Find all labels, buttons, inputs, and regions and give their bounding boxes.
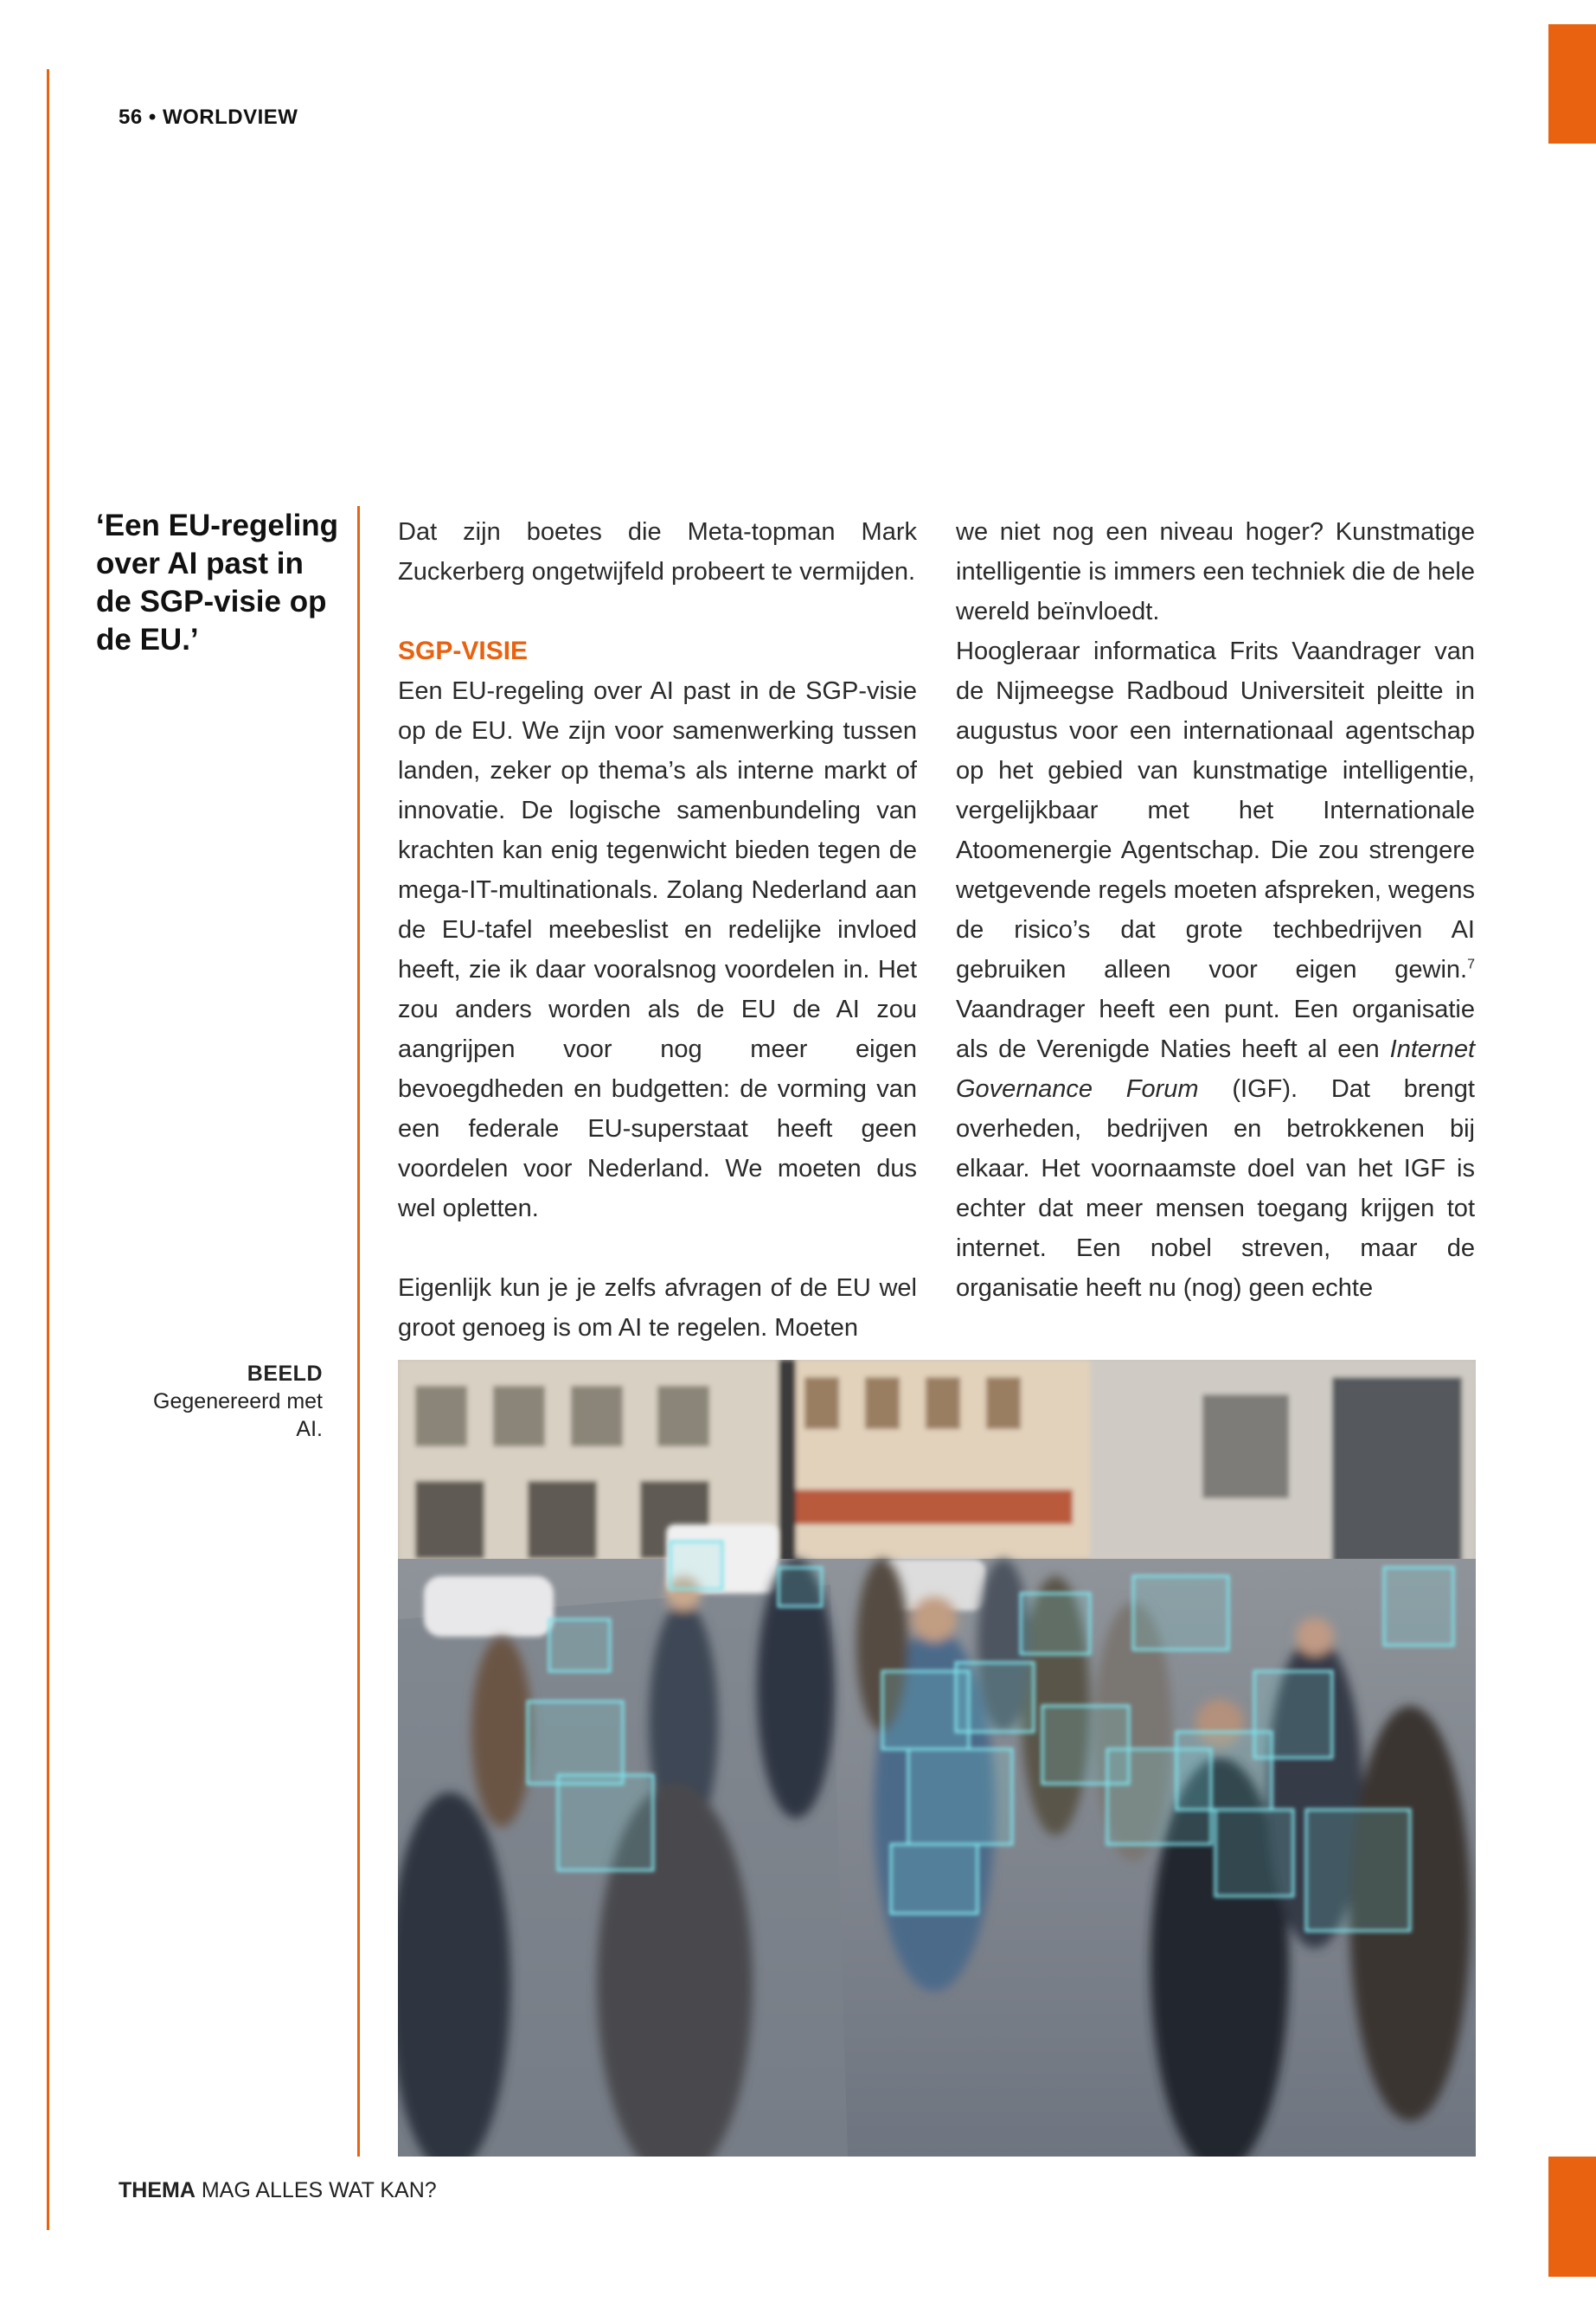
column-divider-rule [357, 506, 360, 2157]
ai-crowd-street-photo [398, 1360, 1476, 2157]
orange-edge-tab-top [1548, 24, 1596, 144]
paragraph: we niet nog een niveau hoger? Kunstmatige intelligentie is immers een techniek die de hele wereld beïnvloedt. [956, 518, 1475, 625]
caption-text: Gegenereerd met AI. [153, 1389, 323, 1441]
section-name: WORLDVIEW [162, 106, 298, 129]
footnote-marker: 7 [1467, 957, 1475, 972]
header-separator: • [148, 106, 157, 129]
paragraph: Eigenlijk kun je je zelfs afvragen of de EU wel groot genoeg is om AI te regelen. Moeten [398, 1274, 917, 1342]
italic-term: Internet Governance Forum [956, 1035, 1475, 1103]
page-margin-rule [47, 69, 49, 2230]
footer [119, 2178, 437, 2203]
caption-label: BEELD [247, 1362, 323, 1386]
paragraph-text: (IGF). Dat brengt overheden, bedrijven en betrokkenen bij elkaar. Het voornaamste doel van het IGF is echter dat meer mensen toegang krijgen tot internet. Een nobel streven, maar de organisatie heeft nu (nog) geen echte [956, 1075, 1475, 1302]
running-header [119, 106, 298, 130]
paragraph-text: Vaandrager heeft een punt. Een organisatie als de Verenigde Naties heeft al een [956, 996, 1475, 1063]
magazine-name: THEMA [119, 2178, 195, 2202]
page-number: 56 [119, 106, 143, 129]
orange-edge-tab-bottom [1548, 2157, 1596, 2277]
text-column-1 [398, 512, 917, 1348]
pull-quote: ‘Een EU-regeling over AI past in de SGP-visie op de EU.’ [96, 509, 339, 657]
paragraph-text: Hoogleraar informatica Frits Vaandrager van de Nijmeegse Radboud Universiteit pleitte in augustus voor een internationaal agentschap op het gebied van kunstmatige intelligentie, vergelijkbaar met het Internationale Atoomenergie Agentschap. Die zou strengere wetgevende regels moeten afspreken, wegens de risico’s dat grote techbedrijven AI gebruiken alleen voor eigen gewin. [956, 638, 1475, 984]
paragraph: Dat zijn boetes die Meta-topman Mark Zuckerberg ongetwijfeld probeert te vermijden. [398, 518, 917, 586]
image-caption [130, 1360, 323, 1443]
section-subheading: SGP-VISIE [398, 637, 529, 665]
paragraph: Een EU-regeling over AI past in de SGP-visie op de EU. We zijn voor samenwerking tussen landen, zeker op thema’s als interne markt of innovatie. De logische samenbundeling van krachten kan enig tegenwicht bieden tegen de mega-IT-multinationals. Zolang Nederland aan de EU-tafel meebeslist en redelijke invloed heeft, zie ik daar vooralsnog voordelen in. Het zou anders worden als de EU de AI zou aangrijpen voor nog meer eigen bevoegdheden en budgetten: de vorming van een federale EU-superstaat heeft geen voordelen voor Nederland. We moeten dus wel opletten. [398, 677, 917, 1222]
paragraph [956, 631, 1475, 1308]
text-column-2 [956, 512, 1475, 1308]
issue-title: MAG ALLES WAT KAN? [201, 2178, 437, 2202]
